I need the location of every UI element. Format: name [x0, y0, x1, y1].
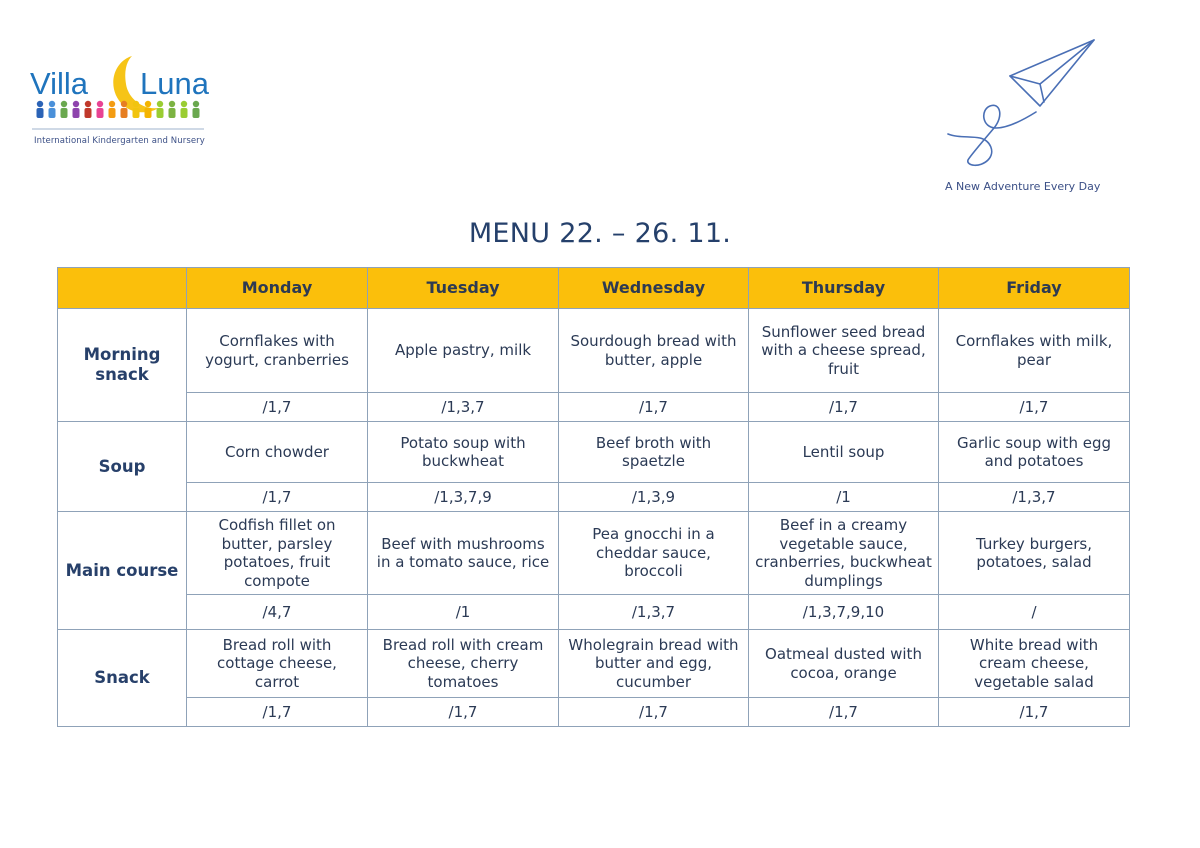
dish-cell: Garlic soup with egg and potatoes [939, 422, 1130, 483]
dish-cell: Codfish fillet on butter, parsley potatoes, fruit compote [187, 512, 368, 595]
dish-cell: Sourdough bread with butter, apple [559, 309, 749, 393]
table-row [58, 309, 1130, 393]
dish-cell: Bread roll with cottage cheese, carrot [187, 630, 368, 698]
allergen-cell: /1,7 [749, 393, 939, 422]
dish-cell: White bread with cream cheese, vegetable salad [939, 630, 1130, 698]
section-label: Main course [58, 512, 187, 630]
allergen-cell: /1,3,7,9 [368, 483, 559, 512]
children-figures-icon [37, 101, 200, 118]
dish-cell: Lentil soup [749, 422, 939, 483]
header-day: Thursday [749, 268, 939, 309]
dish-cell: Sunflower seed bread with a cheese spread, fruit [749, 309, 939, 393]
dish-cell: Beef broth with spaetzle [559, 422, 749, 483]
dish-cell: Cornflakes with yogurt, cranberries [187, 309, 368, 393]
tagline: A New Adventure Every Day [945, 180, 1101, 193]
dish-cell: Wholegrain bread with butter and egg, cucumber [559, 630, 749, 698]
dish-cell: Corn chowder [187, 422, 368, 483]
header-day: Monday [187, 268, 368, 309]
allergen-cell: /1,7 [368, 698, 559, 727]
table-header-row [58, 268, 1130, 309]
table-row [58, 595, 1130, 630]
allergen-cell: /1,3,7 [559, 595, 749, 630]
allergen-cell: /1 [749, 483, 939, 512]
allergen-cell: /1,7 [187, 698, 368, 727]
table-row [58, 422, 1130, 483]
allergen-cell: /1 [368, 595, 559, 630]
allergen-cell: /1,7 [749, 698, 939, 727]
header-day: Tuesday [368, 268, 559, 309]
table-row [58, 512, 1130, 595]
allergen-cell: / [939, 595, 1130, 630]
allergen-cell: /1,3,7,9,10 [749, 595, 939, 630]
dish-cell: Potato soup with buckwheat [368, 422, 559, 483]
menu-title: MENU 22. – 26. 11. [468, 218, 732, 249]
allergen-cell: /1,7 [939, 698, 1130, 727]
dish-cell: Turkey burgers, potatoes, salad [939, 512, 1130, 595]
allergen-cell: /1,7 [187, 483, 368, 512]
header-day: Wednesday [559, 268, 749, 309]
section-label: Morning snack [58, 309, 187, 422]
table-row [58, 483, 1130, 512]
logo-graphic [28, 52, 218, 136]
allergen-cell: /1,3,7 [368, 393, 559, 422]
paper-plane-icon [940, 36, 1110, 176]
logo-word-villa: Villa [30, 66, 89, 101]
villa-luna-logo [28, 52, 218, 152]
header-day: Friday [939, 268, 1130, 309]
header-corner [58, 268, 187, 309]
dish-cell: Apple pastry, milk [368, 309, 559, 393]
dish-cell: Cornflakes with milk, pear [939, 309, 1130, 393]
paper-plane-illustration [940, 36, 1110, 176]
dish-cell: Bread roll with cream cheese, cherry tomatoes [368, 630, 559, 698]
table-row [58, 698, 1130, 727]
dish-cell: Beef in a creamy vegetable sauce, cranberries, buckwheat dumplings [749, 512, 939, 595]
allergen-cell: /1,3,7 [939, 483, 1130, 512]
logo-subtitle: International Kindergarten and Nursery [34, 136, 205, 146]
weekly-menu-table [57, 267, 1130, 727]
table-row [58, 393, 1130, 422]
table-row [58, 630, 1130, 698]
logo-word-luna: Luna [140, 66, 209, 101]
allergen-cell: /1,7 [187, 393, 368, 422]
allergen-cell: /1,7 [939, 393, 1130, 422]
allergen-cell: /4,7 [187, 595, 368, 630]
dish-cell: Beef with mushrooms in a tomato sauce, rice [368, 512, 559, 595]
section-label: Snack [58, 630, 187, 727]
dish-cell: Pea gnocchi in a cheddar sauce, broccoli [559, 512, 749, 595]
section-label: Soup [58, 422, 187, 512]
allergen-cell: /1,7 [559, 698, 749, 727]
dish-cell: Oatmeal dusted with cocoa, orange [749, 630, 939, 698]
allergen-cell: /1,3,9 [559, 483, 749, 512]
allergen-cell: /1,7 [559, 393, 749, 422]
